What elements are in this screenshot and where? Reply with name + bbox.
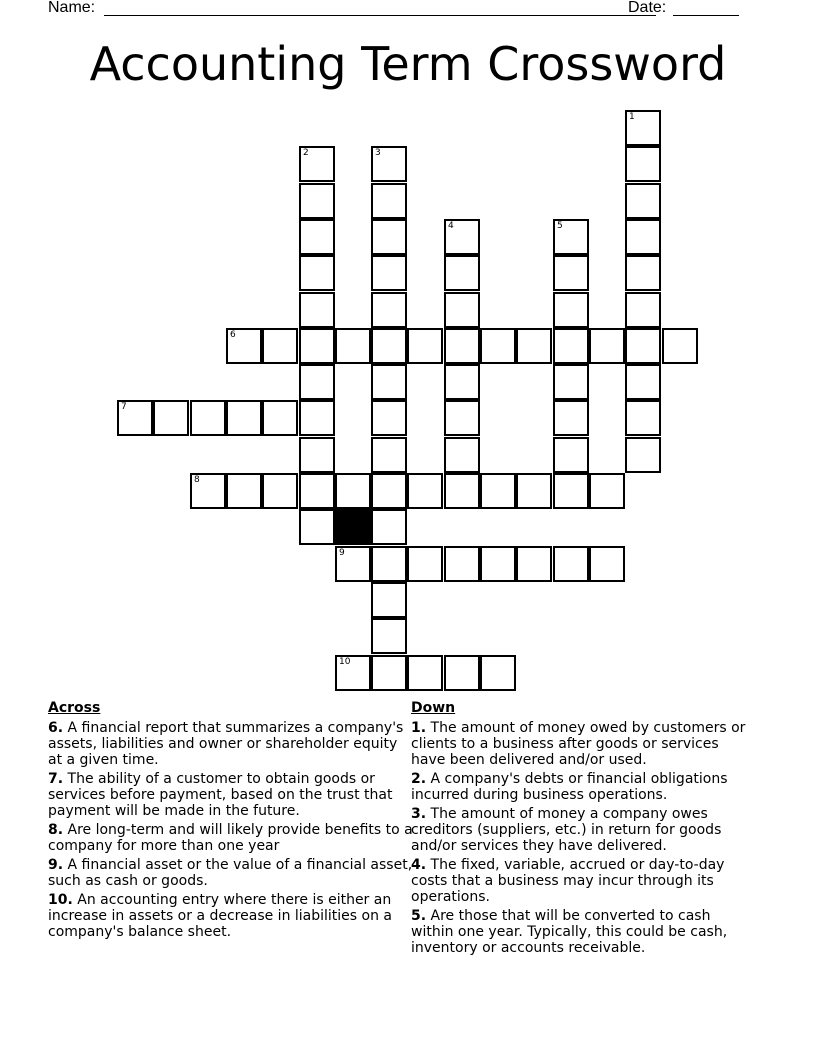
grid-cell[interactable] — [371, 618, 407, 654]
down-clue — [411, 908, 756, 956]
grid-cell[interactable] — [371, 364, 407, 400]
grid-cell[interactable] — [153, 400, 189, 436]
grid-cell[interactable] — [335, 328, 371, 364]
clue-number: 8 — [194, 475, 200, 485]
grid-cell[interactable] — [589, 473, 625, 509]
grid-cell[interactable] — [299, 364, 335, 400]
grid-cell[interactable] — [371, 437, 407, 473]
grid-cell[interactable] — [480, 546, 516, 582]
grid-cell[interactable] — [371, 146, 407, 182]
clue-text: A company's debts or financial obligations incurred during business operations. — [411, 771, 728, 803]
down-clue — [411, 806, 756, 854]
grid-cell[interactable] — [625, 437, 661, 473]
clue-number: 2 — [303, 148, 309, 158]
clue-text: A financial report that summarizes a company's assets, liabilities and owner or shareholder equity at a given time. — [48, 720, 404, 768]
grid-cell[interactable] — [371, 546, 407, 582]
header-line — [48, 0, 748, 20]
grid-cell[interactable] — [662, 328, 698, 364]
clue-text: An accounting entry where there is either an increase in assets or a decrease in liabilities on a company's balance sheet. — [48, 892, 393, 940]
grid-cell[interactable] — [625, 219, 661, 255]
grid-cell[interactable] — [299, 292, 335, 328]
grid-cell[interactable] — [444, 219, 480, 255]
grid-cell[interactable] — [444, 400, 480, 436]
grid-cell[interactable] — [371, 509, 407, 545]
grid-cell[interactable] — [480, 473, 516, 509]
grid-cell[interactable] — [625, 292, 661, 328]
grid-cell[interactable] — [625, 110, 661, 146]
down-clue — [411, 857, 756, 905]
across-clue — [48, 720, 413, 768]
date-label: Date: — [628, 0, 667, 16]
grid-cell[interactable] — [262, 400, 298, 436]
grid-cell[interactable] — [371, 400, 407, 436]
name-field[interactable] — [104, 15, 656, 16]
clue-number: 7 — [121, 402, 127, 412]
grid-cell[interactable] — [407, 473, 443, 509]
clue-text: Are those that will be converted to cash within one year. Typically, this could be cash, inventory or accounts receivable. — [411, 908, 728, 956]
grid-cell[interactable] — [371, 328, 407, 364]
grid-cell[interactable] — [625, 183, 661, 219]
across-clue — [48, 822, 413, 854]
down-clues — [411, 700, 756, 959]
grid-cell[interactable] — [371, 473, 407, 509]
grid-cell[interactable] — [335, 473, 371, 509]
down-heading: Down — [411, 700, 456, 716]
grid-cell[interactable] — [371, 655, 407, 691]
across-clue — [48, 892, 413, 940]
grid-cell[interactable] — [444, 437, 480, 473]
grid-cell[interactable] — [625, 146, 661, 182]
clue-num: 2. — [411, 771, 427, 787]
date-field[interactable] — [673, 15, 739, 16]
grid-cell[interactable] — [553, 546, 589, 582]
clue-text: The amount of money owed by customers or clients to a business after goods or services have been delivered and/or used. — [411, 720, 746, 768]
down-clue — [411, 720, 756, 768]
grid-cell[interactable] — [262, 328, 298, 364]
grid-cell[interactable] — [407, 328, 443, 364]
across-clue-list — [48, 720, 413, 940]
grid-cell[interactable] — [407, 655, 443, 691]
grid-cell[interactable] — [444, 292, 480, 328]
grid-cell[interactable] — [299, 473, 335, 509]
grid-cell[interactable] — [516, 473, 552, 509]
grid-cell[interactable] — [625, 400, 661, 436]
grid-cell[interactable] — [407, 546, 443, 582]
grid-cell[interactable] — [299, 255, 335, 291]
clue-number: 5 — [557, 221, 563, 231]
across-clue — [48, 857, 413, 889]
grid-cell[interactable] — [335, 546, 371, 582]
clue-text: A financial asset or the value of a financial asset, such as cash or goods. — [48, 857, 413, 889]
grid-cell[interactable] — [553, 364, 589, 400]
grid-cell[interactable] — [480, 655, 516, 691]
grid-cell[interactable] — [226, 328, 262, 364]
grid-cell[interactable] — [553, 437, 589, 473]
grid-cell[interactable] — [226, 473, 262, 509]
grid-cell[interactable] — [589, 546, 625, 582]
grid-cell[interactable] — [444, 473, 480, 509]
grid-cell[interactable] — [335, 655, 371, 691]
clue-number: 4 — [448, 221, 454, 231]
grid-cell[interactable] — [299, 509, 335, 545]
grid-cell[interactable] — [444, 655, 480, 691]
across-clue — [48, 771, 413, 819]
grid-cell[interactable] — [299, 146, 335, 182]
black-square — [335, 509, 371, 545]
grid-cell[interactable] — [444, 255, 480, 291]
grid-cell[interactable] — [516, 328, 552, 364]
across-heading: Across — [48, 700, 101, 716]
clue-num: 3. — [411, 806, 427, 822]
grid-cell[interactable] — [444, 364, 480, 400]
grid-cell[interactable] — [625, 255, 661, 291]
grid-cell[interactable] — [371, 255, 407, 291]
clue-text: The fixed, variable, accrued or day-to-day costs that a business may incur through its operations. — [411, 857, 725, 905]
clue-num: 1. — [411, 720, 427, 736]
grid-cell[interactable] — [299, 219, 335, 255]
grid-cell[interactable] — [299, 437, 335, 473]
grid-cell[interactable] — [299, 328, 335, 364]
clue-number: 9 — [339, 548, 345, 558]
grid-cell[interactable] — [589, 328, 625, 364]
clue-text: Are long-term and will likely provide benefits to a company for more than one year — [48, 822, 413, 854]
down-clue-list — [411, 720, 756, 956]
grid-cell[interactable] — [371, 292, 407, 328]
grid-cell[interactable] — [371, 582, 407, 618]
grid-cell[interactable] — [625, 364, 661, 400]
clue-num: 5. — [411, 908, 427, 924]
grid-cell[interactable] — [553, 328, 589, 364]
down-clue — [411, 771, 756, 803]
clue-number: 1 — [629, 112, 635, 122]
grid-cell[interactable] — [226, 400, 262, 436]
grid-cell[interactable] — [117, 400, 153, 436]
grid-cell[interactable] — [190, 400, 226, 436]
grid-cell[interactable] — [553, 292, 589, 328]
clue-text: The ability of a customer to obtain goods or services before payment, based on the trust that payment will be made in the future. — [48, 771, 393, 819]
grid-cell[interactable] — [553, 400, 589, 436]
clue-num: 10. — [48, 892, 73, 908]
grid-cell[interactable] — [262, 473, 298, 509]
clue-num: 6. — [48, 720, 64, 736]
across-clues — [48, 700, 413, 943]
grid-cell[interactable] — [299, 183, 335, 219]
clue-num: 4. — [411, 857, 427, 873]
grid-cell[interactable] — [444, 546, 480, 582]
grid-cell[interactable] — [625, 328, 661, 364]
grid-cell[interactable] — [444, 328, 480, 364]
page-title: Accounting Term Crossword — [89, 37, 727, 91]
clue-text: The amount of money a company owes creditors (suppliers, etc.) in return for goods and/or services they have delivered. — [411, 806, 722, 854]
grid-cell[interactable] — [553, 255, 589, 291]
clue-num: 9. — [48, 857, 64, 873]
grid-cell[interactable] — [516, 546, 552, 582]
clue-number: 6 — [230, 330, 236, 340]
grid-cell[interactable] — [190, 473, 226, 509]
clue-number: 3 — [375, 148, 381, 158]
grid-cell[interactable] — [371, 183, 407, 219]
clue-num: 7. — [48, 771, 64, 787]
clue-number: 10 — [339, 657, 351, 667]
grid-cell[interactable] — [480, 328, 516, 364]
grid-cell[interactable] — [371, 219, 407, 255]
grid-cell[interactable] — [553, 219, 589, 255]
grid-cell[interactable] — [299, 400, 335, 436]
grid-cell[interactable] — [553, 473, 589, 509]
clue-num: 8. — [48, 822, 64, 838]
name-label: Name: — [48, 0, 96, 16]
